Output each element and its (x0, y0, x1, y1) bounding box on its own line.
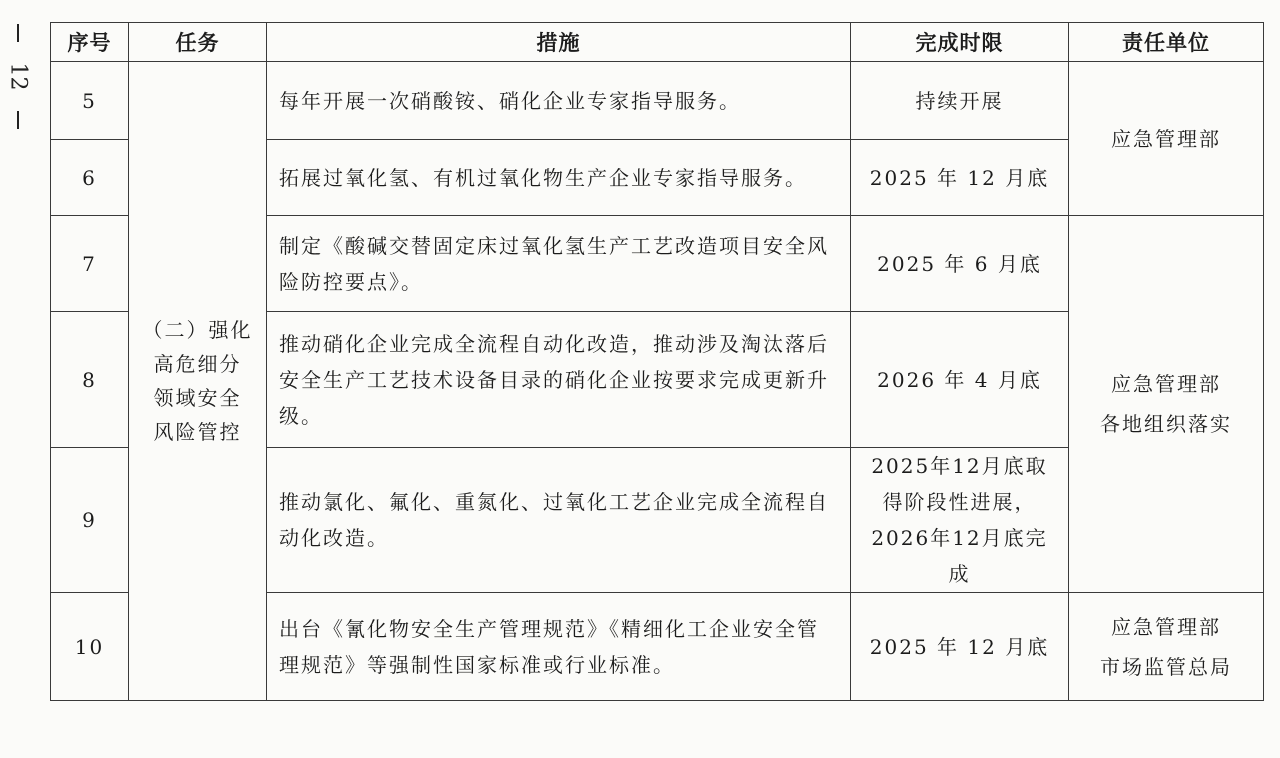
unit-line: 应急管理部 (1111, 614, 1221, 639)
unit-line: 应急管理部 (1111, 372, 1221, 396)
page-number-dash-top (17, 24, 19, 42)
task-line: 高危细分 (153, 352, 242, 376)
row-no: 10 (51, 593, 129, 701)
measures-table (50, 22, 1264, 701)
task-line: 领域安全 (153, 386, 242, 410)
row-measure: 每年开展一次硝酸铵、硝化企业专家指导服务。 (267, 62, 851, 140)
row-measure: 推动氯化、氟化、重氮化、过氧化工艺企业完成全流程自动化改造。 (267, 448, 851, 593)
page-number-value: 12 (5, 62, 31, 91)
row-no: 5 (51, 62, 129, 140)
header-unit: 责任单位 (1069, 23, 1264, 62)
task-line: 风险管控 (153, 420, 242, 444)
row-measure: 制定《酸碱交替固定床过氧化氢生产工艺改造项目安全风险防控要点》。 (267, 216, 851, 312)
row-measure: 推动硝化企业完成全流程自动化改造，推动涉及淘汰落后安全生产工艺技术设备目录的硝化企业按要求完成更新升级。 (267, 312, 851, 448)
row-deadline: 2025 年 12 月底 (851, 140, 1069, 216)
unit-line: 各地组织落实 (1100, 412, 1232, 436)
page-number-dash-bottom (17, 111, 19, 129)
header-task: 任务 (129, 23, 267, 62)
task-cell (129, 62, 267, 701)
unit-line: 市场监管总局 (1100, 654, 1232, 679)
row-measure: 拓展过氧化氢、有机过氧化物生产企业专家指导服务。 (267, 140, 851, 216)
unit-cell (1069, 216, 1264, 593)
header-no: 序号 (51, 23, 129, 62)
row-no: 7 (51, 216, 129, 312)
row-no: 9 (51, 448, 129, 593)
row-deadline: 持续开展 (851, 62, 1069, 140)
unit-cell (1069, 62, 1264, 216)
row-no: 8 (51, 312, 129, 448)
row-no: 6 (51, 140, 129, 216)
unit-cell (1069, 593, 1264, 701)
row-deadline: 2026 年 4 月底 (851, 312, 1069, 448)
row-measure: 出台《氰化物安全生产管理规范》《精细化工企业安全管理规范》等强制性国家标准或行业标准。 (267, 593, 851, 701)
row-deadline: 2025 年 6 月底 (851, 216, 1069, 312)
table-header-row (51, 23, 1264, 62)
page-number (4, 20, 32, 140)
row-deadline: 2025年12月底取得阶段性进展，2026年12月底完成 (851, 448, 1069, 593)
table-row (51, 62, 1264, 140)
unit-line: 应急管理部 (1111, 126, 1221, 151)
row-deadline: 2025 年 12 月底 (851, 593, 1069, 701)
header-measure: 措施 (267, 23, 851, 62)
header-deadline: 完成时限 (851, 23, 1069, 62)
task-line: （二）强化 (142, 318, 253, 342)
